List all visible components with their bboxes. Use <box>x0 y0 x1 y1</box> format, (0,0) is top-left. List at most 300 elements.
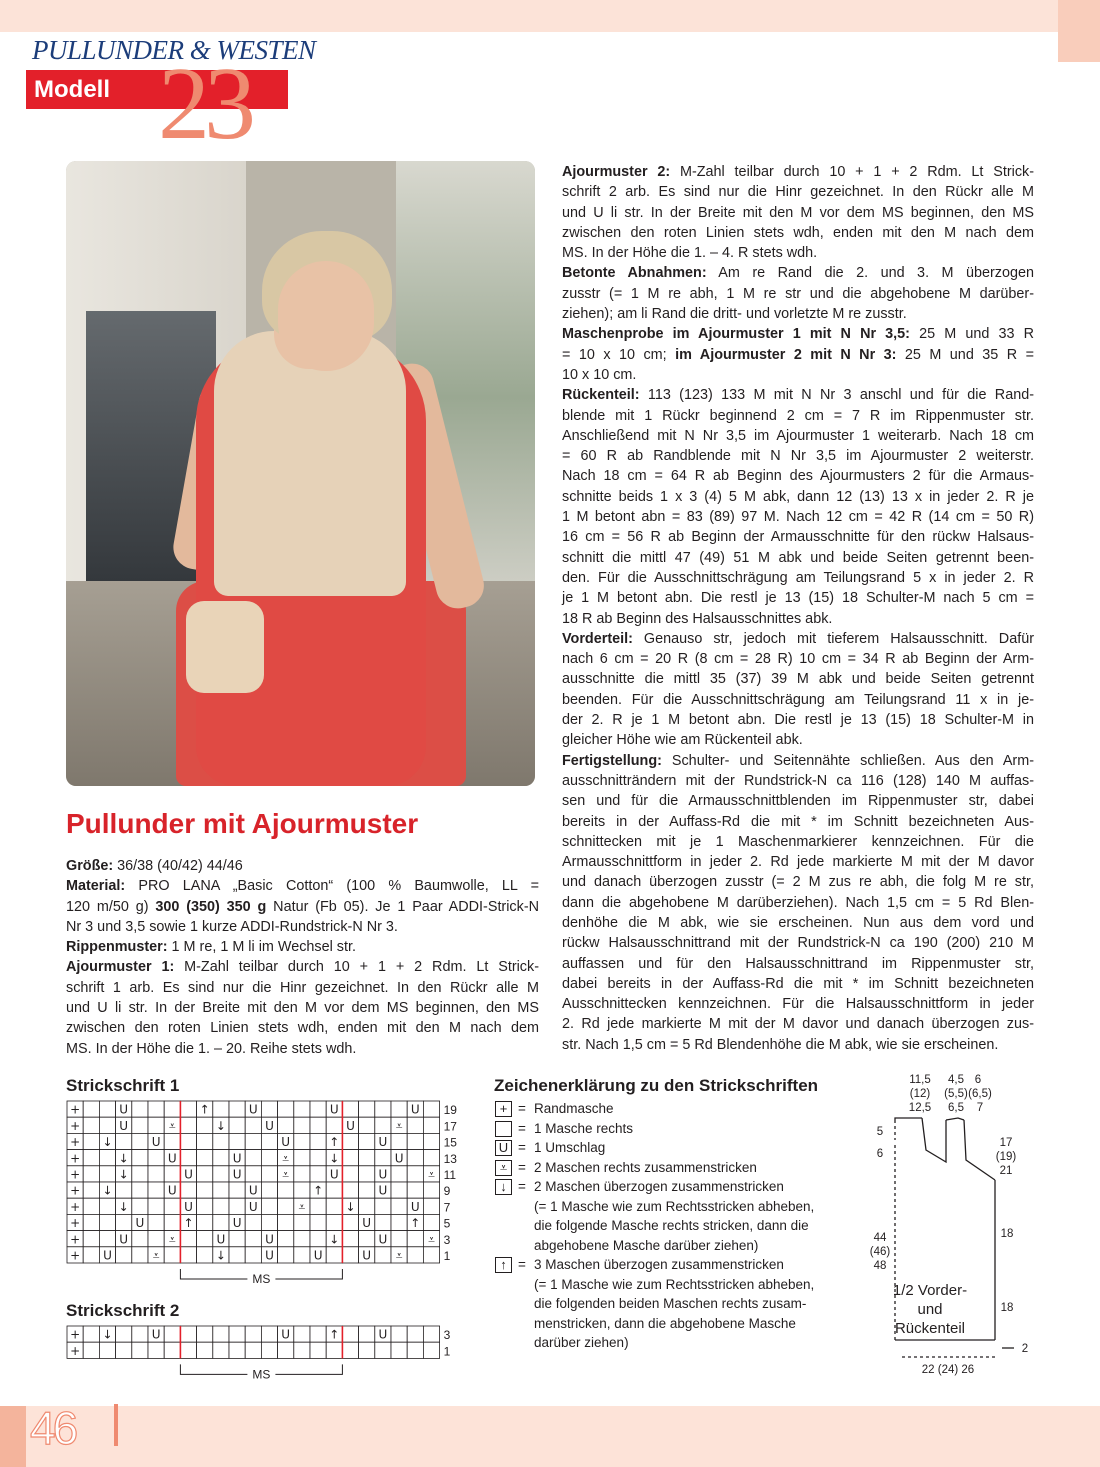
chart-symbol: U <box>378 1135 388 1150</box>
chart-cell <box>294 1166 310 1182</box>
chart-cell <box>148 1101 164 1117</box>
chart-symbol: U <box>281 1327 291 1342</box>
chart-cell <box>148 1214 164 1230</box>
legend-equals: = <box>518 1101 526 1116</box>
chart-cell <box>99 1198 115 1214</box>
chart-cell <box>294 1101 310 1117</box>
chart-cell <box>99 1231 115 1247</box>
chart-cell <box>180 1101 196 1117</box>
chart-cell <box>261 1342 277 1358</box>
chart-cell <box>391 1214 407 1230</box>
legend-title: Zeichenerklärung zu den Strickschriften <box>494 1076 819 1095</box>
chart-cell <box>83 1198 99 1214</box>
page-number: 46 <box>30 1402 76 1454</box>
article-title: Pullunder mit Ajourmuster <box>66 808 419 839</box>
chart-symbol: ↑ <box>199 1102 210 1117</box>
chart-cell <box>83 1150 99 1166</box>
chart-cell <box>391 1101 407 1117</box>
chart-cell <box>407 1166 423 1182</box>
chart-symbol: + <box>70 1183 81 1198</box>
text-line: sen und für die Armausschnittblenden im Rippenmuster str, dabei <box>562 793 1034 810</box>
legend-item <box>494 1255 844 1275</box>
chart-row-number: 1 <box>443 1344 451 1359</box>
chart-cell <box>423 1101 439 1117</box>
sch-bottom-width: 22 (24) 26 <box>921 1364 975 1376</box>
chart-cell <box>310 1214 326 1230</box>
chart-cell <box>116 1247 132 1263</box>
chart-cell <box>229 1247 245 1263</box>
chart-cell <box>278 1231 294 1247</box>
chart-cell <box>359 1231 375 1247</box>
chart-cell <box>261 1101 277 1117</box>
chart-cell <box>116 1133 132 1149</box>
sch-left-h-3: 48 <box>873 1260 887 1272</box>
text-line: Ajourmuster 1: M-Zahl teilbar durch 10 + 1 + 2 Rdm. Lt Strick- <box>66 959 539 976</box>
chart-symbol: U <box>248 1102 258 1117</box>
legend-item-detail: die folgende Masche rechts stricken, dann die <box>534 1218 809 1233</box>
chart-cell <box>310 1198 326 1214</box>
chart-cell <box>359 1117 375 1133</box>
chart-symbol: U <box>265 1118 274 1133</box>
text-line: je 1 M betont abn. Die restl je 13 (15) 18 Schulter-M nach 5 cm = <box>562 590 1034 607</box>
chart-cell <box>245 1166 261 1182</box>
chart-cell <box>148 1166 164 1182</box>
chart-cell <box>342 1214 358 1230</box>
chart-cell <box>132 1326 148 1342</box>
chart-cell <box>261 1150 277 1166</box>
chart-cell <box>83 1247 99 1263</box>
chart-cell <box>229 1133 245 1149</box>
sch-top-b-3: 6,5 <box>948 1102 964 1114</box>
text-line: und danach überzogen zusstr (= 2 M zus re abh, die folg M re str, <box>562 874 1034 891</box>
sch-right-18a: 18 <box>1000 1228 1014 1240</box>
chart-cell <box>261 1133 277 1149</box>
chart-cell <box>310 1101 326 1117</box>
text-line: Material: PRO LANA „Basic Cotton“ (100 % Baumwolle, LL = <box>66 878 539 895</box>
text-line: der 2. R je 1 M betont abn. Die restl je 13 (15) 18 Schulter-M in <box>562 712 1034 729</box>
chart-cell <box>375 1198 391 1214</box>
chart-row-number: 9 <box>443 1184 451 1199</box>
chart-symbol: U <box>394 1151 404 1166</box>
chart-symbol: U <box>281 1135 291 1150</box>
chart-cell <box>197 1214 213 1230</box>
chart-symbol: U <box>119 1102 129 1117</box>
chart-cell <box>375 1247 391 1263</box>
chart-cell <box>391 1198 407 1214</box>
chart-symbol: ↑ <box>329 1135 340 1150</box>
sch-right-arm-3: 21 <box>999 1165 1013 1177</box>
chart-cell <box>278 1247 294 1263</box>
top-corner-block <box>1058 0 1100 62</box>
knitting-chart-2 <box>66 1325 466 1385</box>
chart-symbol: ↓ <box>329 1232 340 1247</box>
chart-cell <box>342 1133 358 1149</box>
chart-cell <box>132 1133 148 1149</box>
sch-right-arm-1: 17 <box>999 1137 1013 1149</box>
text-line: dabei bereits in der Auffass-Rd die mit * im Schnitt bezeichneten <box>562 975 1034 992</box>
sch-left-h-2: (46) <box>869 1246 891 1258</box>
text-line: = 10 x 10 cm; im Ajourmuster 2 mit N Nr 3: 25 M und 35 R = <box>562 346 1034 363</box>
chart-cell <box>245 1214 261 1230</box>
chart-cell <box>197 1117 213 1133</box>
garment-schematic <box>862 1070 1042 1380</box>
chart-cell <box>391 1182 407 1198</box>
legend-equals: = <box>518 1159 526 1175</box>
chart-cell <box>375 1101 391 1117</box>
chart-symbol: ↑ <box>329 1327 340 1342</box>
chart-cell <box>326 1117 342 1133</box>
chart-symbol: U <box>119 1232 129 1247</box>
text-line: zusstr (= 1 M re abh, 1 M re str und die abgehobene M darüber- <box>562 285 1034 302</box>
chart-row-number: 13 <box>443 1151 457 1166</box>
chart-symbol: U <box>362 1248 372 1263</box>
text-line: zwischen den roten Linien stets wdh, enden mit den M nach dem <box>66 1020 539 1037</box>
chart-symbol: U <box>265 1232 274 1247</box>
chart-cell <box>294 1182 310 1198</box>
chart-cell <box>83 1342 99 1358</box>
sch-top-c-2: (6,5) <box>968 1088 992 1100</box>
chart-cell <box>391 1326 407 1342</box>
sch-left-h-1: 44 <box>873 1232 887 1244</box>
chart-cell <box>423 1182 439 1198</box>
footer-band <box>0 1406 1100 1467</box>
chart-symbol: ↓ <box>215 1118 226 1133</box>
chart-cell <box>229 1198 245 1214</box>
chart-symbol: ↓ <box>215 1248 226 1263</box>
sch-right-18b: 18 <box>1000 1302 1014 1314</box>
chart-symbol: U <box>378 1232 388 1247</box>
chart-cell <box>83 1326 99 1342</box>
chart-cell <box>407 1247 423 1263</box>
sch-label-1: 1/2 Vorder- <box>892 1282 968 1299</box>
text-line: beenden. Für die Ausschnittschrägung am Teilungsrand 11 x in je- <box>562 691 1034 708</box>
text-line: 18 R ab Beginn des Halsausschnittes abk. <box>562 610 833 627</box>
chart-cell <box>245 1247 261 1263</box>
chart-cell <box>359 1198 375 1214</box>
chart-row-number: 15 <box>443 1135 457 1150</box>
text-line: Betonte Abnahmen: Am re Rand die 2. und 3. M überzogen <box>562 265 1034 282</box>
chart-cell <box>197 1247 213 1263</box>
chart-symbol: + <box>70 1327 81 1342</box>
text-line: Maschenprobe im Ajourmuster 1 mit N Nr 3,5: 25 M und 33 R <box>562 326 1034 343</box>
text-line: auffassen und für den Halsausschnittrand im Rippenmuster str, <box>562 955 1034 972</box>
legend-item-detail: abgehobene Masche darüber ziehen) <box>534 1237 759 1253</box>
chart-cell <box>342 1231 358 1247</box>
chart-cell <box>197 1342 213 1358</box>
chart-symbol: U <box>119 1118 129 1133</box>
chart-cell <box>326 1342 342 1358</box>
chart-symbol: ⩡ <box>395 1118 403 1133</box>
chart-cell <box>342 1247 358 1263</box>
text-line: Ausschnittecken kennzeichnen. Für die Halsausschnittform in jeder <box>562 996 1034 1013</box>
chart-cell <box>391 1166 407 1182</box>
chart-symbol: + <box>70 1151 81 1166</box>
series-title: PULLUNDER & WESTEN <box>32 35 316 65</box>
sch-label-2: und <box>917 1301 943 1318</box>
chart-cell <box>132 1198 148 1214</box>
chart-cell <box>245 1326 261 1342</box>
chart-cell <box>294 1150 310 1166</box>
chart-symbol: U <box>232 1167 242 1182</box>
legend-item-detail: menstricken, dann die abgehobene Masche <box>534 1315 796 1331</box>
chart-cell <box>197 1326 213 1342</box>
text-line: Fertigstellung: Schulter- und Seitennähte schließen. Aus den Arm- <box>562 752 1034 769</box>
chart-symbol: U <box>248 1183 258 1198</box>
text-line: und U li str. In der Breite mit den M vor dem MS beginnen, den MS <box>66 1000 539 1017</box>
chart-cell <box>83 1182 99 1198</box>
chart-cell <box>180 1133 196 1149</box>
chart-cell <box>116 1342 132 1358</box>
text-line: schrift 2 arb. Es sind nur die Hinr gezeichnet. In den Rückr alle M <box>562 184 1034 201</box>
chart-cell <box>245 1117 261 1133</box>
chart-cell <box>359 1133 375 1149</box>
chart-cell <box>180 1150 196 1166</box>
legend-item <box>494 1138 844 1158</box>
chart-cell <box>229 1101 245 1117</box>
chart-cell <box>148 1182 164 1198</box>
chart-cell <box>164 1101 180 1117</box>
chart-cell <box>359 1182 375 1198</box>
chart-cell <box>423 1150 439 1166</box>
chart-cell <box>245 1342 261 1358</box>
chart-cell <box>83 1214 99 1230</box>
chart-cell <box>261 1166 277 1182</box>
chart-symbol: ⩡ <box>298 1199 306 1214</box>
chart-cell <box>180 1182 196 1198</box>
chart-cell <box>261 1326 277 1342</box>
text-line: nach 6 cm = 20 R (8 cm = 28 R) 10 cm = 34 R ab Beginn der Arm- <box>562 651 1034 668</box>
legend-symbol <box>495 1121 512 1137</box>
chart-cell <box>164 1247 180 1263</box>
text-line: Armausschnittform in jeder 2. Rd jede markierte M mit der M davor <box>562 854 1034 871</box>
chart-symbol: ↓ <box>102 1135 113 1150</box>
chart-symbol: U <box>184 1167 193 1182</box>
chart-cell <box>213 1101 229 1117</box>
legend-item-detail: die folgenden beiden Maschen rechts zusam- <box>534 1296 807 1311</box>
chart-symbol: ⩡ <box>282 1151 290 1166</box>
sch-label-3: Rückenteil <box>894 1320 966 1337</box>
chart-symbol: U <box>151 1135 161 1150</box>
chart-symbol: U <box>167 1151 177 1166</box>
photo-face <box>278 261 374 371</box>
legend-item-detail: (= 1 Masche wie zum Rechtsstricken abheben, <box>534 1198 815 1214</box>
chart-cell <box>342 1101 358 1117</box>
chart-cell <box>116 1214 132 1230</box>
text-line: gleicher Höhe wie am Rückenteil abk. <box>562 732 803 749</box>
chart-cell <box>407 1231 423 1247</box>
chart-symbol: U <box>103 1248 112 1263</box>
chart-symbol: ↓ <box>118 1199 129 1214</box>
chart-cell <box>359 1166 375 1182</box>
chart-row-number: 11 <box>443 1168 457 1182</box>
legend-symbol: + <box>495 1101 512 1117</box>
legend-item <box>494 1099 844 1119</box>
sch-top-b-1: 4,5 <box>948 1074 964 1086</box>
chart-symbol: ↓ <box>102 1183 113 1198</box>
chart-cell <box>342 1342 358 1358</box>
chart-cell <box>294 1342 310 1358</box>
text-line: Rippenmuster: 1 M re, 1 M li im Wechsel str. <box>66 939 356 956</box>
chart-cell <box>375 1342 391 1358</box>
text-line: 2. Rd jede markierte M mit der M davor und danach überzogen zus- <box>562 1016 1034 1033</box>
legend-equals: = <box>518 1120 526 1136</box>
chart-cell <box>148 1117 164 1133</box>
chart-cell <box>278 1342 294 1358</box>
chart-cell <box>245 1133 261 1149</box>
sch-right-2: 2 <box>1021 1343 1029 1355</box>
photo-vest <box>214 331 406 596</box>
chart-cell <box>132 1342 148 1358</box>
legend <box>494 1099 844 1353</box>
chart-cell <box>83 1101 99 1117</box>
chart-symbol: U <box>378 1167 388 1182</box>
chart-cell <box>423 1198 439 1214</box>
text-line: schrift 1 arb. Es sind nur die Hinr gezeichnet. In den Rückr alle M <box>66 979 539 996</box>
chart-cell <box>423 1214 439 1230</box>
text-line: Nach 18 cm = 64 R ab Beginn des Ajourmusters 2 für die Armaus- <box>562 468 1034 485</box>
chart-cell <box>197 1133 213 1149</box>
chart-cell <box>278 1101 294 1117</box>
text-line: = 60 R ab Randblende mit N Nr 3,5 im Ajourmuster 2 weiterstr. <box>562 448 1034 465</box>
chart-cell <box>180 1231 196 1247</box>
chart-cell <box>278 1182 294 1198</box>
chart-row-number: 3 <box>443 1328 451 1343</box>
chart-cell <box>294 1247 310 1263</box>
chart-cell <box>375 1150 391 1166</box>
chart-symbol: U <box>232 1151 242 1166</box>
text-line: 16 cm = 56 R ab Beginn der Armausschnitte für den rückw Halsaus- <box>562 529 1034 546</box>
chart-row-number: 5 <box>443 1216 451 1231</box>
chart-cell <box>116 1326 132 1342</box>
chart-symbol: ↑ <box>183 1216 194 1231</box>
chart-symbol: U <box>378 1327 388 1342</box>
chart-cell <box>99 1342 115 1358</box>
chart-cell <box>310 1133 326 1149</box>
chart-symbol: + <box>70 1199 81 1214</box>
chart-cell <box>261 1182 277 1198</box>
chart-cell <box>423 1133 439 1149</box>
text-line: MS. In der Höhe die 1. – 20. Reihe stets wdh. <box>66 1040 357 1057</box>
chart-cell <box>391 1342 407 1358</box>
chart-cell <box>148 1198 164 1214</box>
legend-item <box>494 1177 844 1197</box>
sch-top-c-1: 6 <box>974 1074 982 1086</box>
text-line: Anschließend mit N Nr 3,5 im Ajourmuster 1 weiterarb. Nach 18 cm <box>562 427 1034 444</box>
legend-symbol: ↑ <box>495 1257 512 1273</box>
sch-top-a-3: 12,5 <box>908 1102 932 1114</box>
chart-cell <box>310 1166 326 1182</box>
chart-cell <box>310 1117 326 1133</box>
legend-item <box>494 1119 844 1139</box>
legend-text: 1 Masche rechts <box>534 1120 634 1136</box>
chart-cell <box>261 1198 277 1214</box>
chart-cell <box>229 1117 245 1133</box>
sch-top-c-3: 7 <box>976 1102 984 1114</box>
chart-cell <box>83 1166 99 1182</box>
legend-text: Randmasche <box>534 1101 614 1116</box>
text-line: bereits in der Auffass-Rd die mit * im Schnitt bezeichneten Aus- <box>562 813 1034 830</box>
chart-cell <box>342 1150 358 1166</box>
legend-text: 1 Umschlag <box>534 1140 606 1155</box>
chart-cell <box>213 1150 229 1166</box>
text-line: ausschnitträndern mit der Rundstrick-N ca 116 (128) 140 M auffas- <box>562 772 1034 789</box>
chart-symbol: ⩡ <box>428 1232 435 1247</box>
sch-top-a-1: 11,5 <box>909 1074 931 1086</box>
chart-cell <box>229 1326 245 1342</box>
text-line: MS. In der Höhe die 1. – 4. R stets wdh. <box>562 245 818 262</box>
chart-row-number: 7 <box>443 1200 451 1215</box>
chart-cell <box>423 1247 439 1263</box>
chart-cell <box>99 1214 115 1230</box>
chart-cell <box>83 1117 99 1133</box>
chart-cell <box>197 1166 213 1182</box>
chart-cell <box>294 1117 310 1133</box>
chart-cell <box>359 1342 375 1358</box>
chart-cell <box>407 1150 423 1166</box>
chart-cell <box>180 1117 196 1133</box>
chart-cell <box>326 1198 342 1214</box>
chart-cell <box>180 1342 196 1358</box>
footer-left-bar <box>0 1406 26 1467</box>
legend-item-detail: darüber ziehen) <box>534 1335 629 1350</box>
chart-cell <box>213 1166 229 1182</box>
sch-left-6: 6 <box>876 1148 884 1160</box>
chart-symbol: U <box>313 1248 323 1263</box>
chart-cell <box>213 1214 229 1230</box>
chart-symbol: + <box>70 1216 81 1231</box>
model-label: Modell <box>34 76 110 103</box>
chart-cell <box>245 1231 261 1247</box>
chart-cell <box>342 1326 358 1342</box>
chart-symbol: U <box>329 1167 339 1182</box>
chart-cell <box>132 1231 148 1247</box>
text-line: 120 m/50 g) 300 (350) 350 g Natur (Fb 05). Je 1 Paar ADDI-Strick-N <box>66 898 540 915</box>
chart-cell <box>342 1182 358 1198</box>
chart-cell <box>164 1166 180 1182</box>
chart-cell <box>326 1182 342 1198</box>
chart-cell <box>310 1326 326 1342</box>
chart-symbol: + <box>70 1343 81 1358</box>
chart-cell <box>197 1231 213 1247</box>
chart-symbol: U <box>151 1327 161 1342</box>
chart2-title: Strickschrift 2 <box>66 1301 180 1320</box>
chart-cell <box>278 1117 294 1133</box>
chart-cell <box>132 1166 148 1182</box>
text-line: schnitt die mittl 47 (49) 51 M abk und beide Seiten getrennt been- <box>562 549 1034 566</box>
chart-cell <box>229 1231 245 1247</box>
chart-cell <box>375 1117 391 1133</box>
chart-symbol: U <box>184 1199 193 1214</box>
chart-cell <box>423 1326 439 1342</box>
chart-cell <box>294 1214 310 1230</box>
legend-equals: = <box>518 1140 526 1155</box>
sch-top-b-2: (5,5) <box>944 1088 968 1100</box>
text-line: Nr 3 und 3,5 sowie 1 kurze ADDI-Rundstrick-N Nr 3. <box>66 918 398 935</box>
chart-symbol: U <box>216 1232 226 1247</box>
chart-symbol: ⩡ <box>168 1232 176 1247</box>
chart-cell <box>423 1117 439 1133</box>
chart-cell <box>180 1326 196 1342</box>
chart-cell <box>359 1326 375 1342</box>
chart-symbol: U <box>167 1183 177 1198</box>
chart-symbol: ↓ <box>345 1199 356 1214</box>
sch-left-5: 5 <box>876 1126 884 1138</box>
chart-cell <box>132 1101 148 1117</box>
photo-bag <box>186 601 264 693</box>
chart-symbol: U <box>265 1248 274 1263</box>
legend-item <box>494 1158 844 1178</box>
chart-cell <box>407 1326 423 1342</box>
